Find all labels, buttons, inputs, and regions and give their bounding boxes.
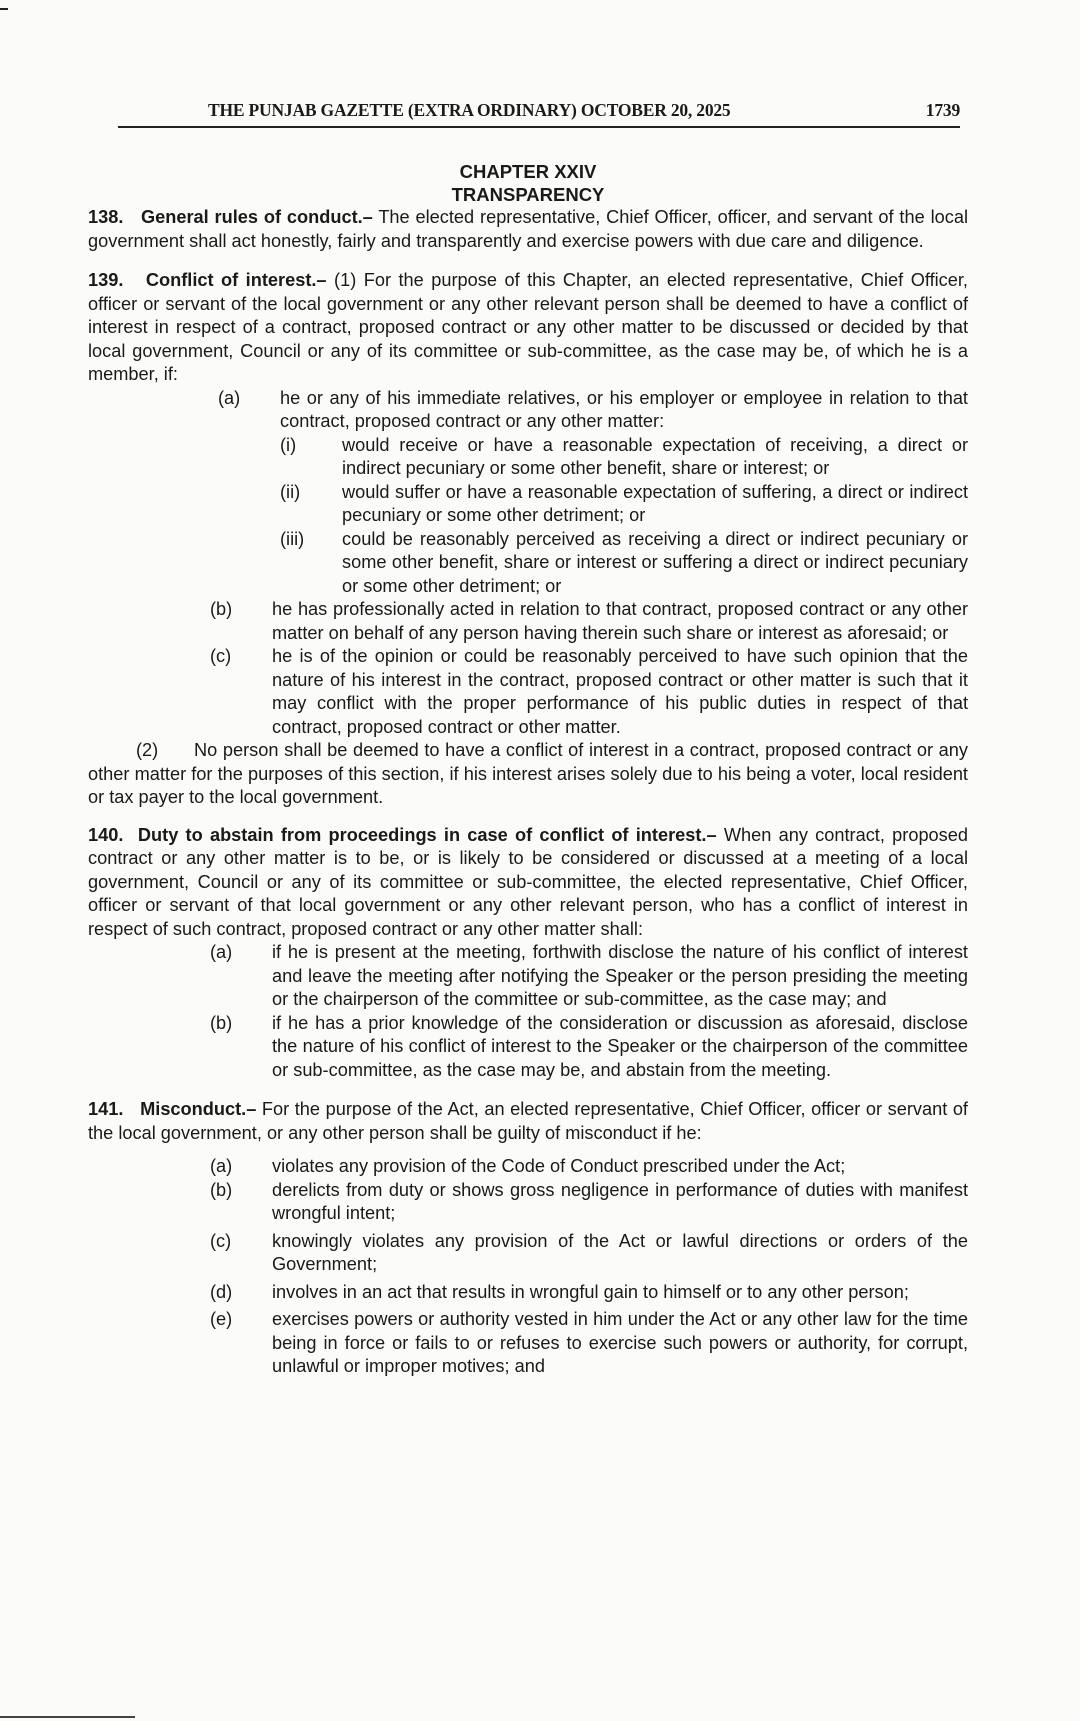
subclause-139-a-ii xyxy=(88,481,968,528)
gazette-title: THE PUNJAB GAZETTE (EXTRA ORDINARY) OCTOBER 20, 2025 xyxy=(208,100,731,120)
subclause-text: would suffer or have a reasonable expectation of suffering, a direct or indirect pecuniary or some other detriment; or xyxy=(342,481,968,525)
clause-text: involves in an act that results in wrongful gain to himself or to any other person; xyxy=(272,1281,909,1302)
section-text: (1) For the purpose of this Chapter, an elected representative, Chief Officer, officer or servant of the local government or any other relevant person shall be deemed to have a conflict of interest in respect of a contract, proposed contract or any other matter to be discussed or decided by that local government, Council or any of its committee or sub-committee, as the case may be, of which he is a member, if: xyxy=(88,270,968,384)
clause-label: (a) xyxy=(210,1156,233,1176)
clause-141-b xyxy=(88,1179,968,1226)
clause-text: he or any of his immediate relatives, or his employer or employee in relation to that contract, proposed contract or any other matter: xyxy=(280,387,968,431)
clause-label: (b) xyxy=(210,1179,233,1200)
section-text: For the purpose of the Act, an elected representative, Chief Officer, officer or servant of the local government, or any other person shall be guilty of misconduct if he: xyxy=(88,1099,968,1143)
subclause-text: would receive or have a reasonable expectation of receiving, a direct or indirect pecuniary or some other benefit, share or interest; or xyxy=(342,434,968,478)
clause-139-c xyxy=(88,645,968,739)
clause-text: he is of the opinion or could be reasonably perceived to have such opinion that the nature of his interest in the contract, proposed contract or other matter is such that it may conflict with the proper performance of his public duties in respect of that contract, proposed contract or other matter. xyxy=(272,646,968,737)
clause-text: exercises powers or authority vested in him under the Act or any other law for the time being in force or fails to or refuses to exercise such powers or authority, for corrupt, unlawful or improper motives; and xyxy=(272,1309,968,1376)
page-number: 1739 xyxy=(925,100,960,120)
clause-label: (d) xyxy=(210,1281,233,1302)
section-heading: Conflict of interest.– xyxy=(145,270,327,290)
clause-label: (b) xyxy=(210,1012,233,1033)
subclause-139-a-i xyxy=(88,434,968,481)
header-rule xyxy=(118,126,960,128)
clause-text: he has professionally acted in relation to that contract, proposed contract or any other matter on behalf of any person having therein such share or interest as aforesaid; or xyxy=(272,599,968,643)
clause-139-a xyxy=(88,387,968,434)
clause-label: (a) xyxy=(218,387,241,408)
section-140 xyxy=(88,824,968,942)
subsection-text: No person shall be deemed to have a conflict of interest in a contract, proposed contract or any other matter for the purposes of this section, if his interest arises solely due to his being a voter, local resident or tax payer to the local government. xyxy=(88,740,968,807)
clause-label: (c) xyxy=(210,646,232,666)
section-141 xyxy=(88,1098,968,1145)
clause-text: if he has a prior knowledge of the consideration or discussion as aforesaid, disclose the nature of his conflict of interest to the Speaker or the chairperson of the committee or sub-committee, as the case may be, and abstain from the meeting. xyxy=(272,1012,968,1080)
section-number: 141. xyxy=(88,1099,124,1119)
subclause-text: could be reasonably perceived as receiving a direct or indirect pecuniary or some other benefit, share or interest or suffering a direct or indirect pecuniary or some other detriment; or xyxy=(342,528,968,596)
footer-rule xyxy=(0,1716,135,1718)
clause-139-b xyxy=(88,598,968,645)
page-body xyxy=(88,160,968,1379)
clause-label: (e) xyxy=(210,1309,233,1329)
clause-text: derelicts from duty or shows gross negligence in performance of duties with manifest wrongful intent; xyxy=(272,1179,968,1223)
clause-141-d xyxy=(88,1281,968,1305)
chapter-title: TRANSPARENCY xyxy=(451,184,605,205)
clause-label: (c) xyxy=(210,1230,232,1251)
clause-141-c xyxy=(88,1230,968,1277)
subclause-139-a-iii xyxy=(88,528,968,599)
section-text: When any contract, proposed contract or any other matter is to be, or is likely to be considered or discussed at a meeting of a local government, Council or any of its committee or sub-committee, the elected representative, Chief Officer, officer or servant of that local government or any other relevant person, who has a conflict of interest in respect of such contract, proposed contract or any other matter shall: xyxy=(88,824,968,939)
clause-text: violates any provision of the Code of Conduct prescribed under the Act; xyxy=(272,1156,846,1176)
section-heading: Misconduct.– xyxy=(140,1099,257,1119)
scan-mark xyxy=(0,8,8,10)
subsection-label: (2) xyxy=(136,740,159,760)
section-number: 140. xyxy=(88,824,124,845)
clause-label: (b) xyxy=(210,599,233,619)
clause-140-a xyxy=(88,941,968,1012)
clause-141-e xyxy=(88,1308,968,1379)
chapter-heading xyxy=(88,160,968,206)
subclause-label: (iii) xyxy=(280,528,305,549)
subsection-139-2 xyxy=(88,739,968,810)
clause-text: if he is present at the meeting, forthwith disclose the nature of his conflict of interest and leave the meeting after notifying the Speaker or the person presiding the meeting or the chairperson of the committee or sub-committee, as the case may; and xyxy=(272,942,968,1009)
section-heading: Duty to abstain from proceedings in case of conflict of interest.– xyxy=(137,824,717,845)
chapter-number: CHAPTER XXIV xyxy=(459,161,597,182)
clause-text: knowingly violates any provision of the Act or lawful directions or orders of the Government; xyxy=(272,1230,968,1274)
clause-141-a xyxy=(88,1155,968,1179)
section-number: 139. xyxy=(88,270,124,290)
subclause-label: (i) xyxy=(280,434,297,455)
clause-140-b xyxy=(88,1012,968,1083)
clause-label: (a) xyxy=(210,942,233,962)
gazette-header xyxy=(118,100,960,121)
subclause-label: (ii) xyxy=(280,481,301,502)
section-number: 138. xyxy=(88,207,124,227)
section-text: The elected representative, Chief Officer, officer, and servant of the local government shall act honestly, fairly and transparently and exercise powers with due care and diligence. xyxy=(88,207,968,251)
section-heading: General rules of conduct.– xyxy=(140,207,373,227)
section-139 xyxy=(88,269,968,387)
section-138 xyxy=(88,206,968,253)
